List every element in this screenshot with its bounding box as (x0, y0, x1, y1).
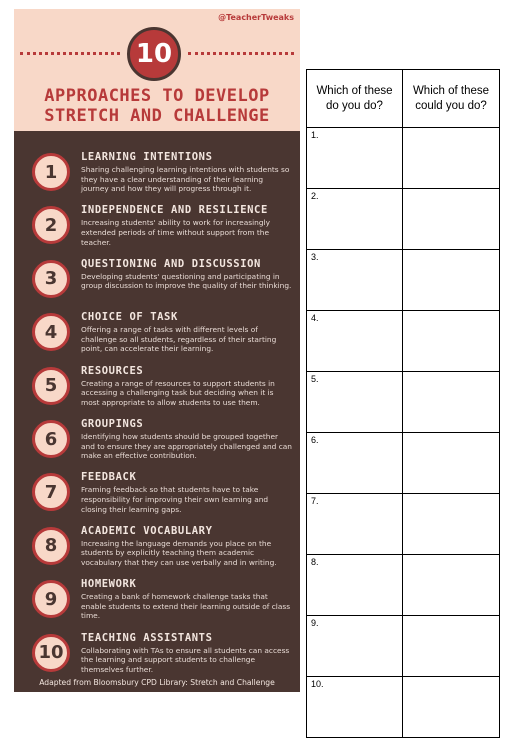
table-header-row (307, 70, 500, 128)
approach-title: TEACHING ASSISTANTS (81, 631, 213, 644)
row-number-cell[interactable]: 6. (307, 433, 403, 494)
approach-item (14, 204, 300, 257)
could-do-cell[interactable] (403, 433, 500, 494)
approach-title: CHOICE OF TASK (81, 311, 178, 324)
approach-title: LEARNING INTENTIONS (81, 151, 213, 163)
table-row (307, 616, 500, 677)
approach-title: INDEPENDENCE AND RESILIENCE (81, 204, 268, 217)
approach-number: 7 (32, 473, 70, 511)
approach-title: FEEDBACK (81, 471, 137, 484)
table-row (307, 677, 500, 738)
approach-number: 9 (32, 580, 70, 618)
approach-number: 3 (32, 260, 70, 298)
infographic-header (14, 9, 300, 131)
could-do-cell[interactable] (403, 372, 500, 433)
approach-title: RESOURCES (81, 364, 144, 377)
table-row (307, 311, 500, 372)
approach-description: Developing students' questioning and participating in group discussion to improve the quality of their thinking. (81, 271, 292, 291)
row-number-cell[interactable]: 2. (307, 189, 403, 250)
approach-description: Creating a bank of homework challenge tasks that enable students to extend their learning outside of class time. (81, 592, 291, 621)
could-do-cell[interactable] (403, 311, 500, 372)
row-number-cell[interactable]: 9. (307, 616, 403, 677)
could-do-cell[interactable] (403, 250, 500, 311)
table-row (307, 555, 500, 616)
approach-title: ACADEMIC VOCABULARY (81, 524, 213, 537)
approach-number: 10 (32, 634, 70, 672)
approach-description: Increasing students' ability to work for increasingly extended periods of time without support from the teacher. (81, 218, 270, 247)
reflection-table (306, 69, 500, 738)
approach-number: 6 (32, 420, 70, 458)
approach-item (14, 471, 300, 524)
row-number-cell[interactable]: 8. (307, 555, 403, 616)
table-row (307, 494, 500, 555)
could-do-cell[interactable] (403, 555, 500, 616)
row-number-cell[interactable]: 3. (307, 250, 403, 311)
table-row (307, 128, 500, 189)
table-row (307, 433, 500, 494)
approach-number: 4 (32, 313, 70, 351)
approach-title: GROUPINGS (81, 418, 144, 430)
approach-item (14, 418, 300, 471)
table-row (307, 250, 500, 311)
header-do: Which of these do you do? (307, 70, 403, 128)
row-number-cell[interactable]: 1. (307, 128, 403, 189)
approach-item (14, 632, 300, 685)
approach-description: Offering a range of tasks with different levels of challenge so all students, regardless of their starting point, can accelerate their learning. (81, 325, 277, 354)
row-number-cell[interactable]: 4. (307, 311, 403, 372)
approach-title: HOMEWORK (81, 578, 137, 591)
approach-number: 1 (32, 153, 70, 191)
approach-number: 2 (32, 206, 70, 244)
approach-item (14, 578, 300, 631)
row-number-cell[interactable]: 5. (307, 372, 403, 433)
approach-description: Collaborating with TAs to ensure all students can access the learning and support students to challenge themselves further. (81, 645, 290, 674)
approach-description: Framing feedback so that students have to take responsibility for improving their own learning and closing their learning gaps. (81, 485, 269, 514)
approach-item (14, 311, 300, 364)
approach-description: Sharing challenging learning intentions with students so they have a clear understanding of their learning journey and how they will progress through it. (81, 165, 290, 194)
approach-description: Identifying how students should be grouped together and to ensure they are appropriately challenged and can make an effective contribution. (81, 432, 292, 461)
title-line-1: APPROACHES TO DEVELOP (44, 86, 270, 106)
approach-number: 8 (32, 527, 70, 565)
approach-title: QUESTIONING AND DISCUSSION (81, 257, 261, 270)
row-number-cell[interactable]: 10. (307, 677, 403, 738)
table-row (307, 189, 500, 250)
approach-item (14, 151, 300, 204)
table-row (307, 372, 500, 433)
could-do-cell[interactable] (403, 128, 500, 189)
dotted-divider-left (20, 52, 120, 55)
row-number-cell[interactable]: 7. (307, 494, 403, 555)
approach-number: 5 (32, 367, 70, 405)
twitter-handle: @TeacherTweaks (218, 13, 294, 22)
approach-description: Increasing the language demands you place on the students by explicitly teaching them academic vocabulary that they can use verbally and in writing. (81, 538, 277, 567)
could-do-cell[interactable] (403, 189, 500, 250)
infographic-panel (14, 9, 300, 692)
title-line-2: STRETCH AND CHALLENGE (44, 106, 270, 126)
approach-item (14, 525, 300, 578)
number-badge: 10 (127, 27, 181, 81)
could-do-cell[interactable] (403, 616, 500, 677)
approach-description: Creating a range of resources to support students in accessing a challenging task but deciding when it is most appropriate to allow students to use them. (81, 378, 275, 407)
source-credit: Adapted from Bloomsbury CPD Library: Stretch and Challenge (39, 678, 275, 687)
could-do-cell[interactable] (403, 494, 500, 555)
approach-item (14, 258, 300, 311)
approach-item (14, 365, 300, 418)
dotted-divider-right (188, 52, 294, 55)
could-do-cell[interactable] (403, 677, 500, 738)
header-could-do: Which of these could you do? (403, 70, 500, 128)
